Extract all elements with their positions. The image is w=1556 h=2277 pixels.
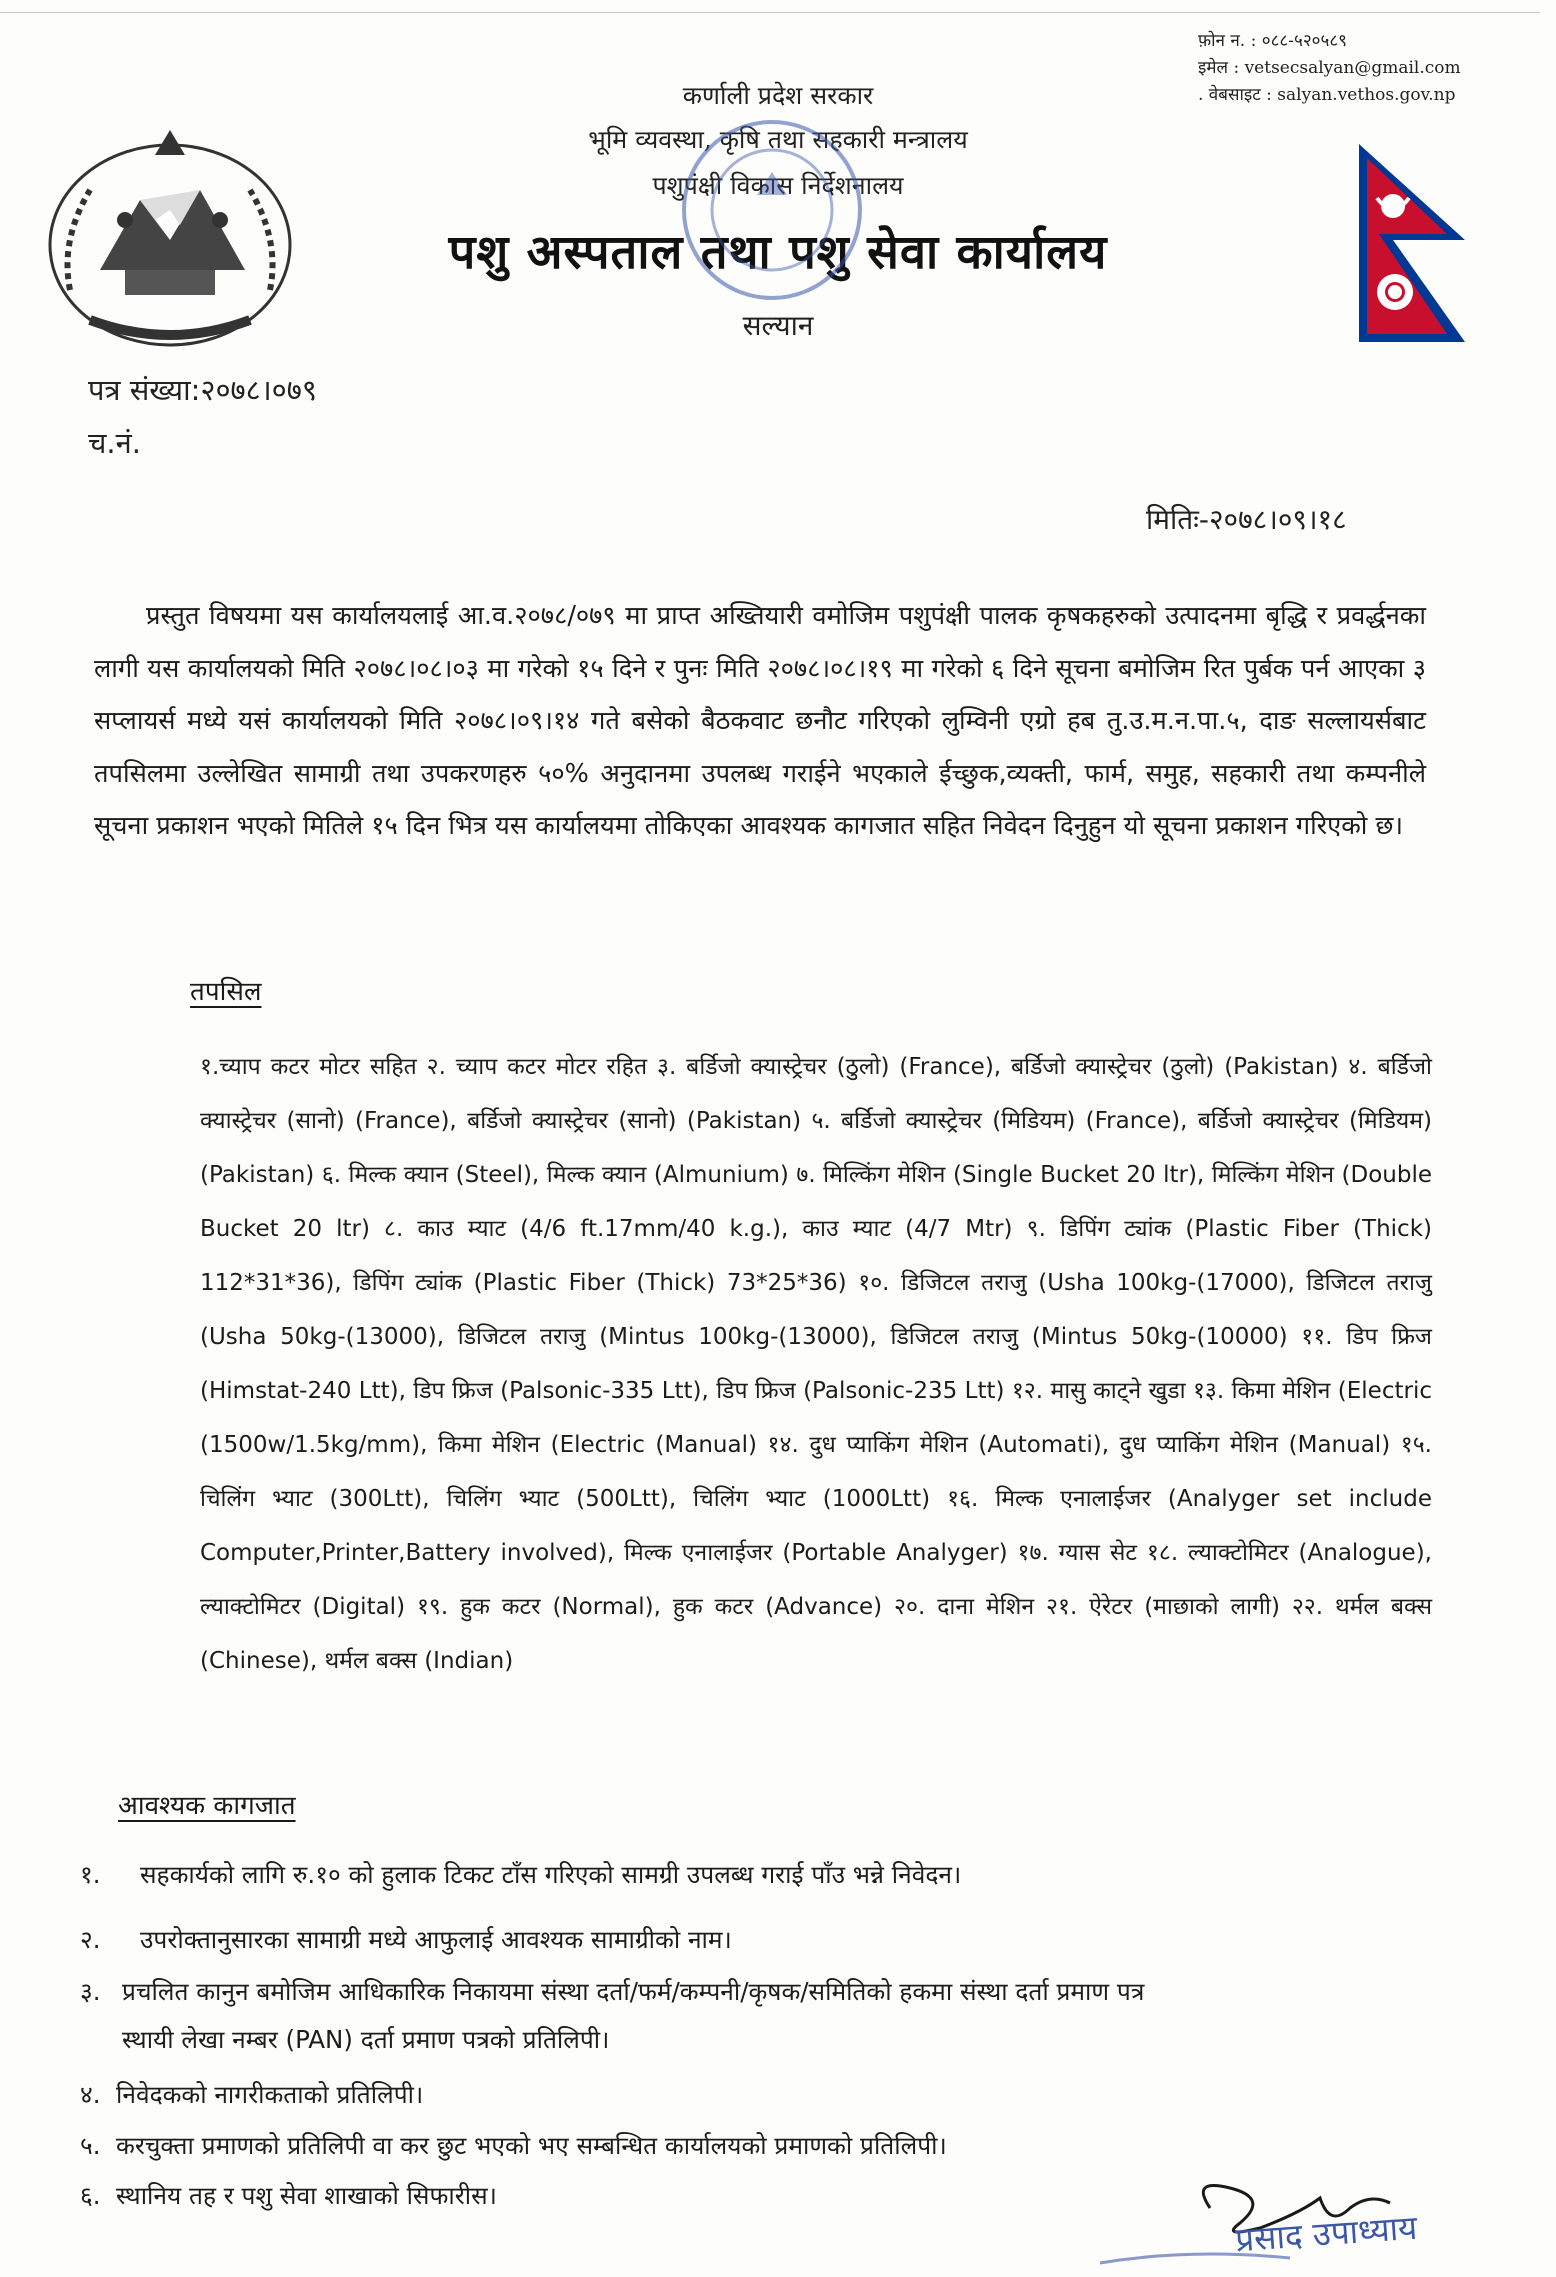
nepal-flag-icon bbox=[1355, 140, 1471, 346]
header-line3: पशुपंक्षी विकास निर्देशनालय bbox=[652, 171, 904, 200]
requirement-number: ३. bbox=[80, 1977, 101, 2006]
tapasil-items: १.च्याप कटर मोटर सहित २. च्याप कटर मोटर रहित ३. बर्डिजो क्यास्ट्रेचर (ठुलो) (France), बर्डिजो क्यास्ट्रेचर (ठुलो) (Pakistan) ४. बर्डिजो क्यास्ट्रेचर (सानो) (France), बर्डिजो क्यास्ट्रेचर (सानो) (Pakistan) ५. बर्डिजो क्यास्ट्रेचर (मिडियम) (France), बर्डिजो क्यास्ट्रेचर (मिडियम) (Pakistan) ६. मिल्क क्यान (Steel), मिल्क क्यान (Almunium) ७. मिल्किंग मेशिन (Single Bucket 20 ltr), मिल्किंग मेशिन (Double Bucket 20 ltr) ८. काउ म्याट (4/6 ft.17mm/40 k.g.), काउ म्याट (4/7 Mtr) ९. डिपिंग ट्यांक (Plastic Fiber (Thick) 112*31*36), डिपिंग ट्यांक (Plastic Fiber (Thick) 73*25*36) १०. डिजिटल तराजु (Usha 100kg-(17000), डिजिटल तराजु (Usha 50kg-(13000), डिजिटल तराजु (Mintus 100kg-(13000), डिजिटल तराजु (Mintus 50kg-(10000) ११. डिप फ्रिज (Himstat-240 Ltt), डिप फ्रिज (Palsonic-335 Ltt), डिप फ्रिज (Palsonic-235 Ltt) १२. मासु काट्ने खुडा १३. किमा मेशिन (Electric (1500w/1.5kg/mm), किमा मेशिन (Electric (Manual) १४. दुध प्याकिंग मेशिन (Automati), दुध प्याकिंग मेशिन (Manual) १५. चिलिंग भ्याट (300Ltt), चिलिंग भ्याट (500Ltt), चिलिंग भ्याट (1000Ltt) १६. मिल्क एनालाईजर (Analyger set include Computer,Printer,Battery involved), मिल्क एनालाईजर (Portable Analyger) १७. ग्यास सेट १८. ल्याक्टोमिटर (Analogue), ल्याक्टोमिटर (Digital) १९. हुक कटर (Normal), हुक कटर (Advance) २०. दाना मेशिन २१. ऐरेटर (माछाको लागी) २२. थर्मल बक्स (Chinese), थर्मल बक्स (Indian) bbox=[200, 1054, 1432, 1674]
signature-name: प्रसाद उपाध्याय bbox=[1233, 2207, 1419, 2260]
district-name: सल्यान bbox=[742, 309, 814, 342]
requirement-text: सहकार्यको लागि रु.१० को हुलाक टिकट टाँस गरिएको सामग्री उपलब्ध गराई पाँउ भन्ने निवेदन। bbox=[140, 1860, 962, 1889]
requirement-item bbox=[80, 2126, 947, 2166]
requirement-text-cont: स्थायी लेखा नम्बर (PAN) दर्ता प्रमाण पत्रको प्रतिलिपी। bbox=[122, 2025, 610, 2054]
header-line2: भूमि व्यवस्था, कृषि तथा सहकारी मन्त्रालय bbox=[588, 125, 968, 154]
phone-line: फ़ोन न. : ०८८-५२०५८९ bbox=[1198, 31, 1348, 51]
email-line: इमेल : vetsecsalyan@gmail.com bbox=[1198, 58, 1461, 78]
top-rule bbox=[0, 12, 1540, 13]
requirement-item bbox=[80, 1920, 732, 1960]
letter-date: मितिः-२०७८।०९।१८ bbox=[1146, 503, 1347, 536]
requirement-text: करचुक्ता प्रमाणको प्रतिलिपी वा कर छुट भएको भए सम्बन्धित कार्यालयको प्रमाणको प्रतिलिपी। bbox=[116, 2131, 947, 2160]
requirement-item bbox=[80, 2176, 497, 2216]
requirements-heading: आवश्यक कागजात bbox=[118, 1791, 296, 1821]
office-stamp-icon bbox=[672, 110, 872, 310]
tapasil-heading: तपसिल bbox=[190, 977, 262, 1007]
website-line: . वेबसाइट : salyan.vethos.gov.np bbox=[1198, 85, 1456, 105]
requirement-item bbox=[80, 1972, 1144, 2060]
requirement-text: प्रचलित कानुन बमोजिम आधिकारिक निकायमा संस्था दर्ता/फर्म/कम्पनी/कृषक/समितिको हकमा संस्था दर्ता प्रमाण पत्र bbox=[122, 1977, 1145, 2006]
requirement-number: २. bbox=[80, 1925, 101, 1954]
requirement-text: उपरोक्तानुसारका सामाग्री मध्ये आफुलाई आवश्यक सामाग्रीको नाम। bbox=[140, 1925, 732, 1954]
notice-paragraph: प्रस्तुत विषयमा यस कार्यालयलाई आ.व.२०७८/०७९ मा प्राप्त अख्तियारी वमोजिम पशुपंक्षी पालक कृषकहरुको उत्पादनमा बृद्धि र प्रवर्द्धनका लागी यस कार्यालयको मिति २०७८।०८।०३ मा गरेको १५ दिने र पुनः मिति २०७८।०८।१९ मा गरेको ६ दिने सूचना बमोजिम रित पुर्बक पर्न आएका ३ सप्लायर्स मध्ये यसं कार्यालयको मिति २०७८।०९।१४ गते बसेको बैठकवाट छनौट गरिएको लुम्विनी एग्रो हब तु.उ.म.न.पा.५, दाङ सल्लायर्सबाट तपसिलमा उल्लेखित सामाग्री तथा उपकरणहरु ५०% अनुदानमा उपलब्ध गराईने भएकाले ईच्छुक,व्यक्ती, फार्म, समुह, सहकारी तथा कम्पनीले सूचना प्रकाशन भएको मितिले १५ दिन भित्र यस कार्यालयमा तोकिएका आवश्यक कागजात सहित निवेदन दिनुहुन यो सूचना प्रकाशन गरिएको छ। bbox=[94, 601, 1426, 841]
requirement-item bbox=[80, 1855, 961, 1895]
requirement-number: ५. bbox=[80, 2131, 101, 2160]
requirement-item bbox=[80, 2075, 423, 2115]
requirement-text: स्थानिय तह र पशु सेवा शाखाको सिफारीस। bbox=[116, 2181, 497, 2210]
requirement-number: ६. bbox=[80, 2181, 101, 2210]
header-line1: कर्णाली प्रदेश सरकार bbox=[682, 81, 874, 110]
dispatch-number: च.नं. bbox=[88, 426, 141, 460]
office-title: पशु अस्पताल तथा पशु सेवा कार्यालय bbox=[448, 225, 1108, 280]
requirement-text: निवेदकको नागरीकताको प्रतिलिपी। bbox=[116, 2080, 424, 2109]
letter-number: पत्र संख्या:२०७८।०७९ bbox=[88, 373, 317, 407]
requirement-number: ४. bbox=[80, 2080, 101, 2109]
requirement-number: १. bbox=[80, 1860, 101, 1889]
